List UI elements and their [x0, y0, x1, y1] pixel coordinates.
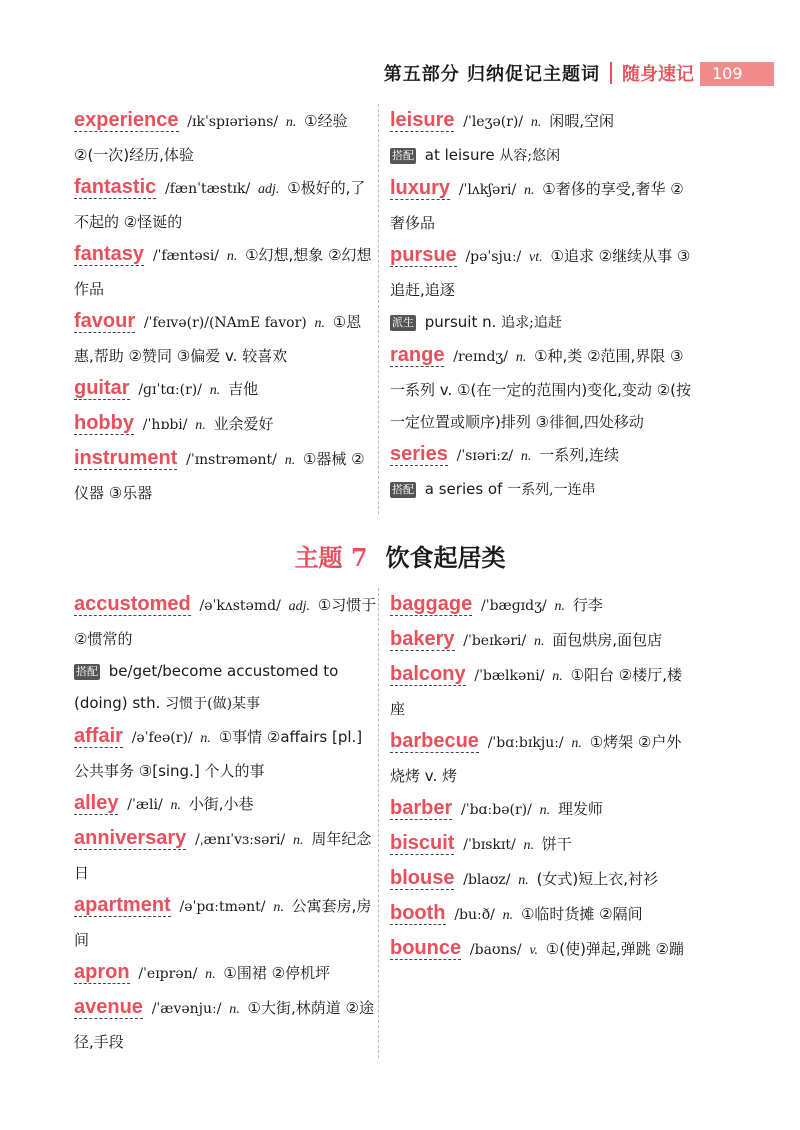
- topic-number: 主题 7: [294, 543, 368, 572]
- topic-heading: [0, 538, 800, 573]
- definition: ①临时货摊 ②隔间: [520, 905, 643, 923]
- vocab-entry: [74, 787, 379, 822]
- definition: ①经验 ②(一次)经历,体验: [74, 112, 348, 164]
- part-of-speech: n.: [520, 449, 532, 464]
- note-chinese: 习惯于(做)某事: [165, 696, 261, 712]
- section-title: 第五部分 归纳促记主题词: [383, 64, 600, 85]
- note-tag: 搭配: [76, 664, 98, 678]
- definition: 饼干: [541, 835, 572, 853]
- pronunciation: /ˈbɑːbɪkjuː/: [487, 735, 564, 751]
- vocab-entry: [74, 238, 379, 305]
- pronunciation: /ˈæli/: [127, 797, 163, 813]
- headword: baggage: [390, 593, 473, 615]
- vocab-entry: [390, 104, 695, 139]
- headword: favour: [74, 310, 136, 332]
- pronunciation: /ˈleʒə(r)/: [463, 114, 524, 130]
- definition: ①阳台 ②楼厅,楼座: [390, 666, 683, 718]
- page-number: 109: [700, 62, 774, 86]
- top-left-column: [74, 104, 379, 509]
- usage-note: [390, 306, 695, 339]
- definition: ①奢侈的享受,奢华 ②奢侈品: [390, 180, 684, 232]
- vocab-entry: [390, 438, 695, 473]
- usage-note: [390, 139, 695, 172]
- headword: instrument: [74, 447, 178, 469]
- note-chinese: 从容;悠闲: [499, 148, 561, 164]
- pronunciation: /ˈsɪəriːz/: [456, 448, 514, 464]
- vocab-entry: [390, 932, 695, 967]
- definition: 公寓套房,房间: [74, 897, 372, 949]
- pronunciation: /ɪkˈspɪəriəns/: [187, 114, 279, 130]
- definition: ①幻想,想象 ②幻想作品: [74, 246, 372, 298]
- pronunciation: /ˌænɪˈvɜːsəri/: [195, 832, 286, 848]
- pronunciation: /ˈfeɪvə(r)/(NAmE favor): [143, 315, 307, 331]
- pronunciation: /əˈkʌstəmd/: [199, 598, 281, 614]
- part-of-speech: n.: [534, 634, 545, 649]
- pronunciation: /ɡɪˈtɑː(r)/: [138, 382, 202, 398]
- vocab-entry: [390, 172, 695, 239]
- definition: 行李: [572, 596, 603, 614]
- headword: hobby: [74, 412, 134, 434]
- headword: barber: [390, 797, 453, 819]
- vocab-entry: [390, 897, 695, 932]
- page-header: [0, 58, 800, 92]
- vocab-entry: [390, 623, 695, 658]
- part-of-speech: n.: [571, 736, 582, 751]
- vocab-entry: [390, 658, 695, 725]
- definition: 周年纪念日: [74, 830, 372, 882]
- headword: fantastic: [74, 176, 157, 198]
- pronunciation: /ˈbɑːbə(r)/: [461, 802, 532, 818]
- headword: apron: [74, 961, 130, 983]
- headword: fantasy: [74, 243, 145, 265]
- pronunciation: /ˈfæntəsi/: [152, 248, 220, 264]
- headword: pursue: [390, 244, 457, 266]
- pronunciation: /ˈeɪprən/: [138, 966, 198, 982]
- part-of-speech: n.: [502, 908, 514, 923]
- definition: 闲暇,空闲: [549, 112, 614, 130]
- headword: apartment: [74, 894, 171, 916]
- part-of-speech: n.: [195, 418, 206, 433]
- headword: guitar: [74, 377, 130, 399]
- note-english: a series of: [424, 480, 503, 498]
- definition: 理发师: [557, 800, 603, 818]
- headword: alley: [74, 792, 119, 814]
- definition: ①事情 ②affairs [pl.] 公共事务 ③[sing.] 个人的事: [74, 728, 363, 780]
- vocab-entry: [74, 407, 379, 442]
- pronunciation: /ˈævənjuː/: [151, 1001, 222, 1017]
- definition: ①种,类 ②范围,界限 ③一系列 v. ①(在一定的范围内)变化,变动 ②(按一定位置或顺序)排列 ③徘徊,四处移动: [390, 347, 692, 431]
- usage-note: [74, 655, 379, 720]
- headword: biscuit: [390, 832, 455, 854]
- headword: booth: [390, 902, 446, 924]
- topic-title: 饮食起居类: [385, 543, 506, 572]
- part-of-speech: n.: [539, 803, 551, 818]
- headword: leisure: [390, 109, 455, 131]
- pronunciation: /əˈpɑːtmənt/: [179, 899, 266, 915]
- part-of-speech: n.: [554, 599, 566, 614]
- part-of-speech: n.: [229, 1002, 240, 1017]
- headword: anniversary: [74, 827, 187, 849]
- headword: series: [390, 443, 448, 465]
- pronunciation: /ˈbæɡɪdʒ/: [481, 598, 547, 614]
- pronunciation: /əˈfeə(r)/: [131, 730, 193, 746]
- vocab-entry: [74, 104, 379, 171]
- part-of-speech: n.: [273, 900, 284, 915]
- definition: ①习惯于 ②惯常的: [74, 596, 377, 648]
- part-of-speech: v.: [529, 943, 538, 958]
- definition: ①极好的,了不起的 ②怪诞的: [74, 179, 366, 231]
- pronunciation: /ˈbælkəni/: [474, 668, 545, 684]
- part-of-speech: n.: [200, 731, 211, 746]
- definition: 面包烘房,面包店: [552, 631, 663, 649]
- part-of-speech: n.: [285, 115, 297, 130]
- part-of-speech: n.: [530, 115, 542, 130]
- note-tag: 搭配: [392, 148, 414, 162]
- definition: (女式)短上衣,衬衫: [536, 870, 659, 888]
- pronunciation: /ˈɪnstrəmənt/: [186, 452, 277, 468]
- pronunciation: /reɪndʒ/: [453, 349, 509, 365]
- headword: balcony: [390, 663, 466, 685]
- part-of-speech: n.: [552, 669, 563, 684]
- headword: bounce: [390, 937, 462, 959]
- part-of-speech: n.: [518, 873, 529, 888]
- note-chinese: 追求;追赶: [501, 315, 562, 331]
- note-chinese: 一系列,一连串: [507, 482, 596, 498]
- definition: 一系列,连续: [539, 446, 619, 464]
- vocab-entry: [74, 588, 379, 655]
- part-of-speech: adj.: [258, 182, 280, 197]
- headword: bakery: [390, 628, 455, 650]
- pronunciation: /ˈbeɪkəri/: [463, 633, 527, 649]
- headword: range: [390, 344, 445, 366]
- definition: ①追求 ②继续从事 ③追赶,追逐: [390, 247, 691, 299]
- pronunciation: /buːð/: [454, 907, 495, 923]
- pronunciation: /blaʊz/: [463, 872, 511, 888]
- header-divider: [610, 62, 612, 84]
- note-english: be/get/become accustomed to (doing) sth.: [74, 662, 339, 712]
- vocab-entry: [390, 792, 695, 827]
- definition: 吉他: [228, 380, 259, 398]
- vocab-entry: [74, 889, 379, 956]
- pronunciation: /ˈhɒbi/: [142, 417, 188, 433]
- part-of-speech: n.: [293, 833, 304, 848]
- pronunciation: /ˈbɪskɪt/: [463, 837, 516, 853]
- headword: avenue: [74, 996, 143, 1018]
- note-english: pursuit n.: [424, 313, 497, 331]
- headword: affair: [74, 725, 123, 747]
- vocab-entry: [74, 822, 379, 889]
- part-of-speech: n.: [226, 249, 238, 264]
- bottom-left-column: [74, 588, 379, 1058]
- part-of-speech: n.: [284, 453, 296, 468]
- definition: ①大街,林荫道 ②途径,手段: [74, 999, 374, 1051]
- part-of-speech: n.: [170, 798, 181, 813]
- vocab-entry: [74, 991, 379, 1058]
- pronunciation: /ˈlʌkʃəri/: [458, 182, 517, 198]
- vocab-entry: [390, 827, 695, 862]
- note-tag: 派生: [392, 315, 414, 329]
- usage-note: [390, 473, 695, 506]
- definition: ①恩惠,帮助 ②赞同 ③偏爱 v. 较喜欢: [74, 313, 362, 365]
- headword: experience: [74, 109, 179, 131]
- pronunciation: /fænˈtæstɪk/: [165, 181, 251, 197]
- headword: barbecue: [390, 730, 479, 752]
- note-english: at leisure: [424, 146, 495, 164]
- vocab-entry: [390, 239, 695, 306]
- definition: 业余爱好: [213, 415, 274, 433]
- headword: accustomed: [74, 593, 191, 615]
- definition: 小街,小巷: [188, 795, 254, 813]
- definition: ①烤架 ②户外烧烤 v. 烤: [390, 733, 682, 785]
- definition: ①(使)弹起,弹跳 ②蹦: [545, 940, 684, 958]
- vocab-entry: [74, 171, 379, 238]
- definition: ①围裙 ②停机坪: [223, 964, 331, 982]
- vocab-entry: [390, 725, 695, 792]
- part-of-speech: n.: [314, 316, 326, 331]
- vocab-entry: [390, 588, 695, 623]
- part-of-speech: vt.: [529, 250, 543, 265]
- vocab-entry: [74, 956, 379, 991]
- vocab-entry: [74, 372, 379, 407]
- part-of-speech: adj.: [288, 599, 310, 614]
- top-right-column: [390, 104, 695, 506]
- note-tag: 搭配: [392, 482, 414, 496]
- definition: ①器械 ②仪器 ③乐器: [74, 450, 365, 502]
- bottom-right-column: [390, 588, 695, 967]
- pronunciation: /pəˈsjuː/: [465, 249, 522, 265]
- part-of-speech: n.: [524, 183, 535, 198]
- headword: luxury: [390, 177, 451, 199]
- handbook-label: 随身速记: [622, 64, 694, 85]
- headword: blouse: [390, 867, 455, 889]
- vocab-entry: [74, 305, 379, 372]
- pronunciation: /baʊns/: [469, 942, 522, 958]
- part-of-speech: n.: [523, 838, 535, 853]
- part-of-speech: n.: [515, 350, 527, 365]
- vocab-entry: [390, 862, 695, 897]
- part-of-speech: n.: [209, 383, 221, 398]
- part-of-speech: n.: [205, 967, 216, 982]
- vocab-entry: [74, 720, 379, 787]
- vocab-entry: [74, 442, 379, 509]
- vocab-entry: [390, 339, 695, 438]
